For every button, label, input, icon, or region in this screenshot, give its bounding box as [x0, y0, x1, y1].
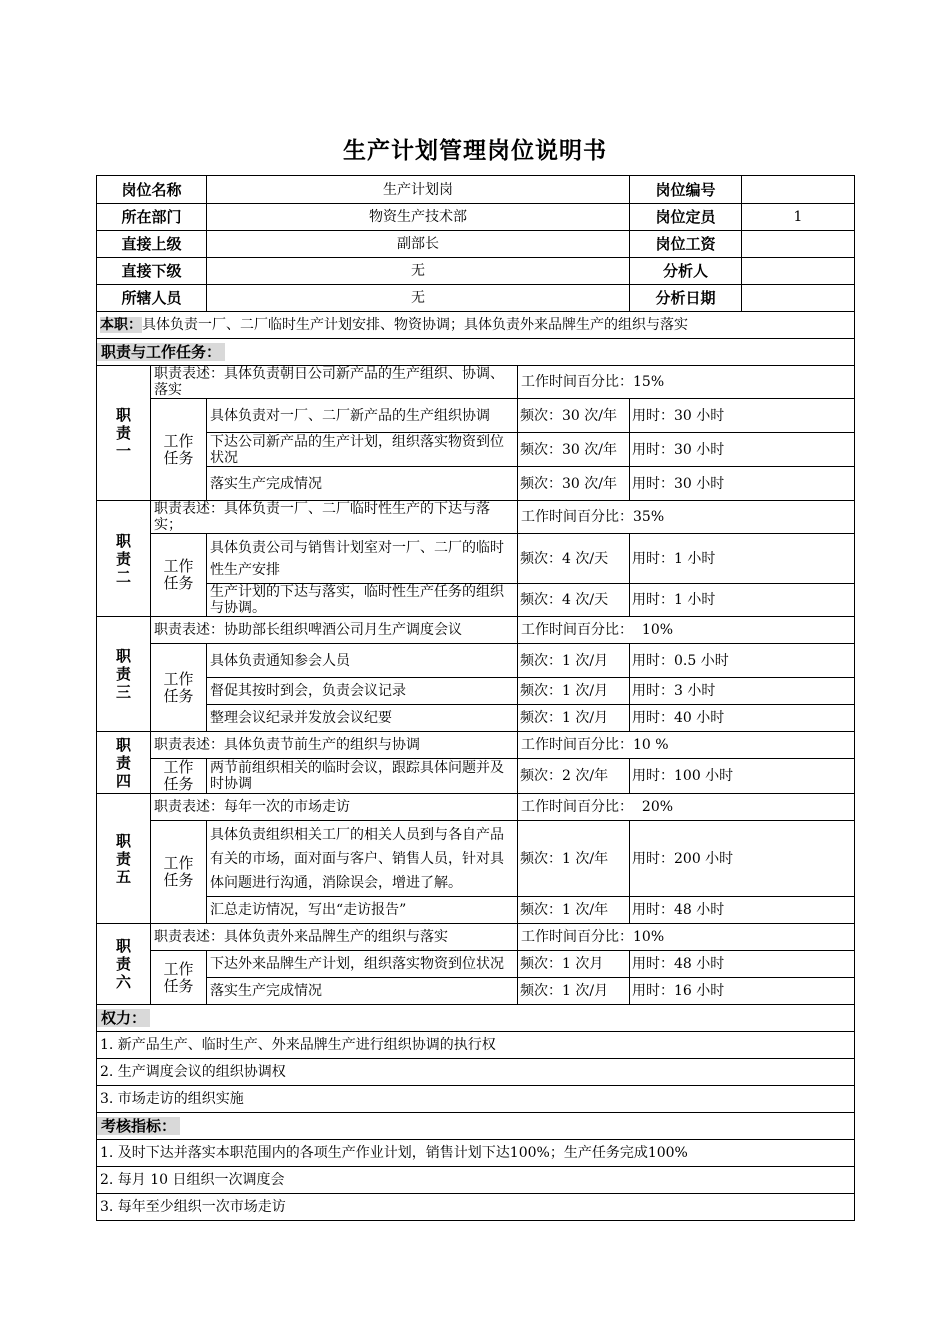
quota-value: 1	[742, 204, 855, 231]
duty-1-task-label: 工作任务	[151, 399, 207, 501]
duty-5-task-2-time: 用时：48 小时	[630, 897, 855, 924]
job-description-form	[96, 175, 855, 1221]
duty-5-task-2: 汇总走访情况，写出“走访报告”	[207, 897, 518, 924]
duty-5-task-label: 工作任务	[151, 821, 207, 924]
duty-intro	[97, 312, 855, 339]
duty-2-name: 职责二	[97, 501, 151, 617]
duty-6-task-2: 落实生产完成情况	[207, 978, 518, 1005]
kpi-item-3: 3. 每年至少组织一次市场走访	[97, 1194, 855, 1221]
duty-1-task-2-freq: 频次：30 次/年	[518, 433, 630, 467]
power-item-3: 3. 市场走访的组织实施	[97, 1086, 855, 1113]
document-title: 生产计划管理岗位说明书	[343, 138, 607, 164]
kpi-heading-row	[97, 1113, 855, 1140]
duty-3-task-2: 督促其按时到会，负责会议记录	[207, 678, 518, 705]
duty-6-task-2-time: 用时：16 小时	[630, 978, 855, 1005]
duty-2-task-1-time: 用时：1 小时	[630, 534, 855, 584]
duty-6-desc: 职责表述：具体负责外来品牌生产的组织与落实	[151, 924, 518, 951]
duty-1-task-2: 下达公司新产品的生产计划，组织落实物资到位状况	[207, 433, 518, 467]
duty-6-task-2-freq: 频次：1 次/月	[518, 978, 630, 1005]
duty-2-pct: 工作时间百分比：35%	[518, 501, 855, 534]
duties-heading-row	[97, 339, 855, 366]
power-item-1: 1. 新产品生产、临时生产、外来品牌生产进行组织协调的执行权	[97, 1032, 855, 1059]
duty-6-pct: 工作时间百分比：10%	[518, 924, 855, 951]
duty-6-name: 职责六	[97, 924, 151, 1005]
duty-4-pct: 工作时间百分比：10 %	[518, 732, 855, 759]
duties-heading: 职责与工作任务：	[97, 343, 225, 361]
duty-2-desc: 职责表述：具体负责一厂、二厂临时性生产的下达与落实；	[151, 501, 518, 534]
duty-3-name: 职责三	[97, 617, 151, 732]
duty-1-task-2-time: 用时：30 小时	[630, 433, 855, 467]
staff-label: 所辖人员	[97, 285, 207, 312]
post-no-value	[742, 176, 855, 204]
dept-label: 所在部门	[97, 204, 207, 231]
duty-3-task-label: 工作任务	[151, 644, 207, 732]
duty-4-desc: 职责表述：具体负责节前生产的组织与协调	[151, 732, 518, 759]
subordinate-label: 直接下级	[97, 258, 207, 285]
duty-1-task-1: 具体负责对一厂、二厂新产品的生产组织协调	[207, 399, 518, 433]
duty-5-name: 职责五	[97, 794, 151, 924]
duty-3-task-1-freq: 频次：1 次/月	[518, 644, 630, 678]
duty-5-task-1: 具体负责组织相关工厂的相关人员到与各自产品有关的市场，面对面与客户、销售人员，针对具体问题进行沟通，消除误会，增进了解。	[207, 821, 518, 897]
duty-3-task-2-freq: 频次：1 次/月	[518, 678, 630, 705]
duty-3-task-2-time: 用时：3 小时	[630, 678, 855, 705]
wage-label: 岗位工资	[630, 231, 742, 258]
staff-value: 无	[207, 285, 630, 312]
power-heading-row	[97, 1005, 855, 1032]
superior-label: 直接上级	[97, 231, 207, 258]
power-item-2: 2. 生产调度会议的组织协调权	[97, 1059, 855, 1086]
wage-value	[742, 231, 855, 258]
kpi-item-1: 1. 及时下达并落实本职范围内的各项生产作业计划，销售计划下达100%；生产任务完成100%	[97, 1140, 855, 1167]
duty-4-task-1-freq: 频次：2 次/年	[518, 759, 630, 794]
duty-6-task-1-time: 用时：48 小时	[630, 951, 855, 978]
dept-value: 物资生产技术部	[207, 204, 630, 231]
duty-3-task-1: 具体负责通知参会人员	[207, 644, 518, 678]
duty-3-task-3-time: 用时：40 小时	[630, 705, 855, 732]
power-heading: 权力：	[97, 1009, 150, 1027]
analyst-label: 分析人	[630, 258, 742, 285]
duty-5-task-1-freq: 频次：1 次/年	[518, 821, 630, 897]
post-name-value: 生产计划岗	[207, 176, 630, 204]
superior-value: 副部长	[207, 231, 630, 258]
date-label: 分析日期	[630, 285, 742, 312]
duty-2-task-2-freq: 频次：4 次/天	[518, 584, 630, 617]
duty-5-desc: 职责表述：每年一次的市场走访	[151, 794, 518, 821]
duty-3-task-3: 整理会议纪录并发放会议纪要	[207, 705, 518, 732]
analyst-value	[742, 258, 855, 285]
duty-3-pct: 工作时间百分比： 10%	[518, 617, 855, 644]
duty-intro-text: 具体负责一厂、二厂临时生产计划安排、物资协调；具体负责外来品牌生产的组织与落实	[142, 317, 688, 333]
duty-2-task-2-time: 用时：1 小时	[630, 584, 855, 617]
duty-4-task-label: 工作任务	[151, 759, 207, 794]
duty-3-task-1-time: 用时：0.5 小时	[630, 644, 855, 678]
quota-label: 岗位定员	[630, 204, 742, 231]
duty-4-task-1-time: 用时：100 小时	[630, 759, 855, 794]
duty-5-pct: 工作时间百分比： 20%	[518, 794, 855, 821]
duty-1-pct: 工作时间百分比：15%	[518, 366, 855, 399]
duty-1-name: 职责一	[97, 366, 151, 501]
duty-5-task-2-freq: 频次：1 次/年	[518, 897, 630, 924]
subordinate-value: 无	[207, 258, 630, 285]
post-name-label: 岗位名称	[97, 176, 207, 204]
duty-1-task-3: 落实生产完成情况	[207, 467, 518, 501]
duty-3-task-3-freq: 频次：1 次/月	[518, 705, 630, 732]
duty-1-task-3-time: 用时：30 小时	[630, 467, 855, 501]
duty-4-name: 职责四	[97, 732, 151, 794]
post-no-label: 岗位编号	[630, 176, 742, 204]
kpi-item-2: 2. 每月 10 日组织一次调度会	[97, 1167, 855, 1194]
duty-6-task-1: 下达外来品牌生产计划，组织落实物资到位状况	[207, 951, 518, 978]
duty-1-task-3-freq: 频次：30 次/年	[518, 467, 630, 501]
duty-1-task-1-freq: 频次：30 次/年	[518, 399, 630, 433]
duty-5-task-1-time: 用时：200 小时	[630, 821, 855, 897]
duty-1-task-1-time: 用时：30 小时	[630, 399, 855, 433]
duty-2-task-1: 具体负责公司与销售计划室对一厂、二厂的临时性生产安排	[207, 534, 518, 584]
duty-3-desc: 职责表述：协助部长组织啤酒公司月生产调度会议	[151, 617, 518, 644]
duty-2-task-1-freq: 频次：4 次/天	[518, 534, 630, 584]
date-value	[742, 285, 855, 312]
duty-6-task-label: 工作任务	[151, 951, 207, 1005]
duty-intro-label: 本职：	[100, 317, 142, 333]
duty-1-desc: 职责表述：具体负责朝日公司新产品的生产组织、协调、落实	[151, 366, 518, 399]
kpi-heading: 考核指标：	[97, 1117, 180, 1135]
duty-4-task-1: 两节前组织相关的临时会议，跟踪具体问题并及时协调	[207, 759, 518, 794]
duty-2-task-label: 工作任务	[151, 534, 207, 617]
duty-2-task-2: 生产计划的下达与落实，临时性生产任务的组织与协调。	[207, 584, 518, 617]
duty-6-task-1-freq: 频次：1 次月	[518, 951, 630, 978]
